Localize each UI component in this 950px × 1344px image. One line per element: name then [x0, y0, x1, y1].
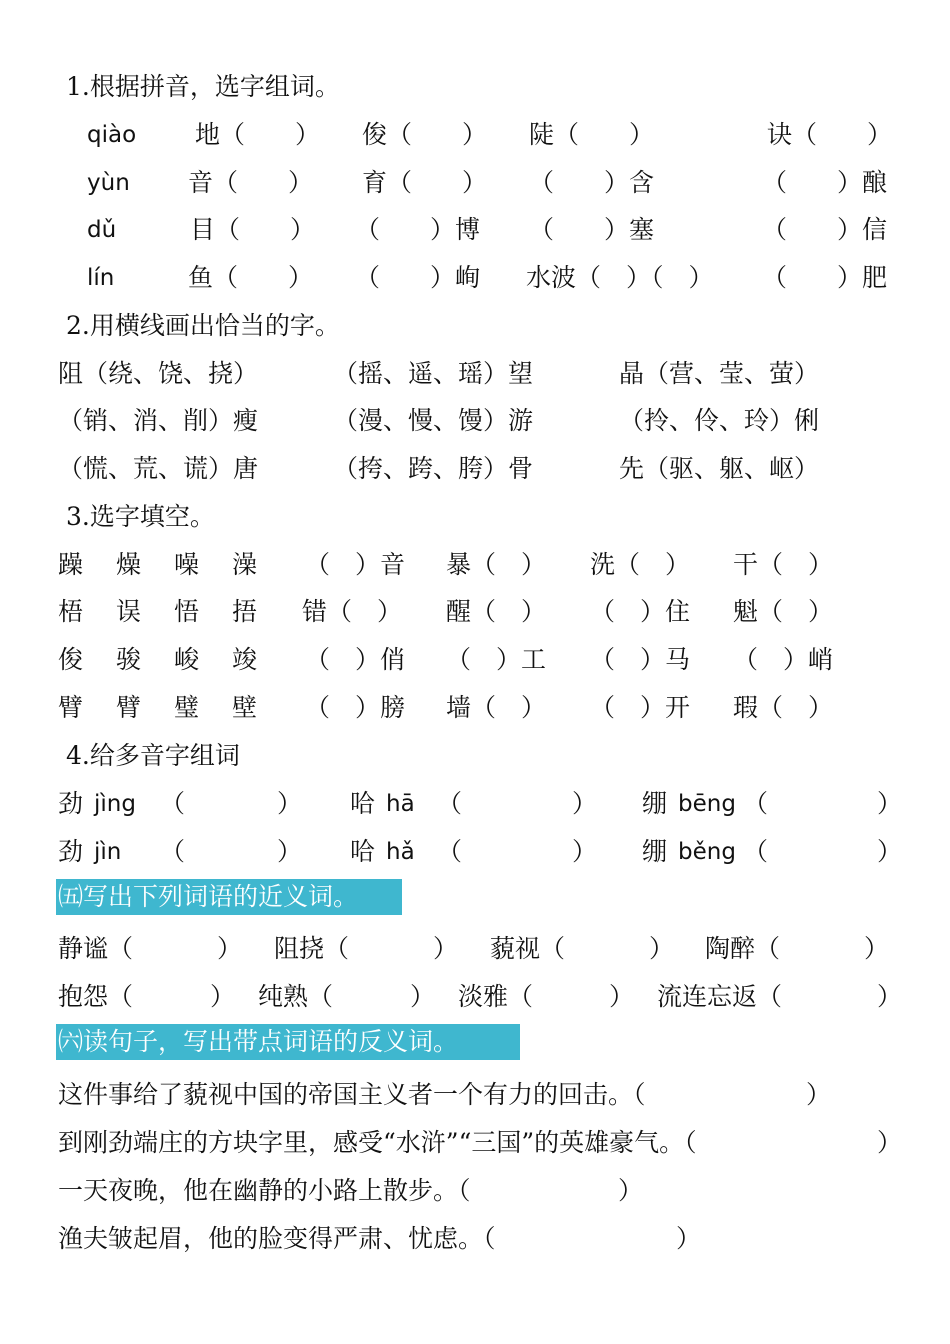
fill-blank[interactable]: （ ）峭: [733, 645, 834, 674]
fill-blank[interactable]: （ ）信: [762, 215, 888, 244]
fill-blank[interactable]: （ ）博: [355, 215, 481, 244]
pinyin-label: qiào: [87, 122, 137, 148]
fill-blank[interactable]: 诀（ ）: [767, 120, 893, 149]
pinyin-label: yùn: [87, 170, 130, 196]
option-char: 误: [116, 597, 142, 626]
fill-blank[interactable]: 错（ ）: [302, 597, 403, 626]
blank-open[interactable]: （: [437, 789, 463, 818]
fill-blank[interactable]: （ ）开: [590, 693, 691, 722]
blank-close: ）: [277, 837, 303, 866]
polyphone-char: 劲: [58, 837, 84, 866]
choice-group[interactable]: 阻（绕、饶、挠）: [58, 359, 259, 388]
fill-blank[interactable]: 地（ ）: [195, 120, 321, 149]
fill-blank[interactable]: 鱼（ ）: [188, 263, 314, 292]
option-char: 臂: [116, 693, 142, 722]
fill-blank[interactable]: （ ）膀: [305, 693, 406, 722]
pinyin-label: dǔ: [87, 217, 117, 243]
fill-blank[interactable]: 干（ ）: [733, 550, 834, 579]
choice-group[interactable]: 晶（营、莹、萤）: [619, 359, 820, 388]
blank-close[interactable]: ）: [609, 982, 635, 1011]
polyphone-pinyin: běng: [678, 839, 736, 865]
choice-group[interactable]: 先（驱、躯、岖）: [619, 454, 820, 483]
choice-group[interactable]: （销、消、削）瘦: [58, 406, 259, 435]
blank-close[interactable]: ）: [618, 1176, 644, 1205]
fill-blank[interactable]: （ ）马: [590, 645, 691, 674]
blank-open[interactable]: （: [160, 837, 186, 866]
choice-group[interactable]: （漫、慢、馒）游: [333, 406, 534, 435]
polyphone-char: 哈: [350, 789, 376, 818]
fill-blank[interactable]: （ ）俏: [305, 645, 406, 674]
polyphone-char: 劲: [58, 789, 84, 818]
fill-blank[interactable]: 墙（ ）: [446, 693, 547, 722]
blank-open[interactable]: （: [743, 789, 769, 818]
polyphone-pinyin: jìng: [94, 791, 136, 817]
blank-close[interactable]: ）: [217, 934, 243, 963]
section-1-title: 1.根据拼音，选字组词。: [66, 72, 340, 101]
option-char: 臂: [58, 693, 84, 722]
synonym-word: 陶醉（: [705, 934, 781, 963]
blank-close[interactable]: ）: [877, 982, 903, 1011]
fill-blank[interactable]: （ ）工: [446, 645, 547, 674]
option-char: 竣: [232, 645, 258, 674]
fill-blank[interactable]: 水波（ ）（ ）: [526, 263, 714, 292]
blank-close: ）: [277, 789, 303, 818]
pinyin-label: lín: [87, 265, 115, 291]
polyphone-pinyin: bēng: [678, 791, 736, 817]
option-char: 捂: [232, 597, 258, 626]
blank-open[interactable]: （: [743, 837, 769, 866]
polyphone-pinyin: hǎ: [386, 839, 415, 865]
option-char: 骏: [116, 645, 142, 674]
blank-close: ）: [572, 837, 598, 866]
fill-blank[interactable]: （ ）塞: [529, 215, 655, 244]
blank-close: ）: [877, 837, 903, 866]
fill-blank[interactable]: 瑕（ ）: [733, 693, 834, 722]
synonym-word: 静谧（: [58, 934, 134, 963]
fill-blank[interactable]: 魁（ ）: [733, 597, 834, 626]
fill-blank[interactable]: （ ）住: [590, 597, 691, 626]
option-char: 璧: [174, 693, 200, 722]
fill-blank[interactable]: （ ）含: [529, 168, 655, 197]
blank-close[interactable]: ）: [877, 1128, 903, 1157]
option-char: 燥: [116, 550, 142, 579]
sentence-text: 渔夫皱起眉，他的脸变得严肃、忧虑。（: [58, 1224, 496, 1253]
choice-group[interactable]: （挎、跨、胯）骨: [333, 454, 534, 483]
option-char: 噪: [174, 550, 200, 579]
synonym-word: 藐视（: [490, 934, 566, 963]
option-char: 躁: [58, 550, 84, 579]
blank-open[interactable]: （: [160, 789, 186, 818]
sentence-text: 到刚劲端庄的方块字里，感受“水浒”“三国”的英雄豪气。（: [58, 1128, 697, 1157]
option-char: 俊: [58, 645, 84, 674]
option-char: 峻: [174, 645, 200, 674]
blank-close[interactable]: ）: [676, 1224, 702, 1253]
synonym-word: 流连忘返（: [657, 982, 783, 1011]
fill-blank[interactable]: 醒（ ）: [446, 597, 547, 626]
section-6-title: ㈥读句子，写出带点词语的反义词。: [56, 1024, 520, 1060]
polyphone-char: 绷: [642, 789, 668, 818]
blank-close[interactable]: ）: [864, 934, 890, 963]
polyphone-pinyin: jìn: [94, 839, 122, 865]
choice-group[interactable]: （摇、遥、瑶）望: [333, 359, 534, 388]
fill-blank[interactable]: 音（ ）: [188, 168, 314, 197]
fill-blank[interactable]: （ ）音: [305, 550, 406, 579]
polyphone-pinyin: hā: [386, 791, 415, 817]
blank-close[interactable]: ）: [410, 982, 436, 1011]
option-char: 梧: [58, 597, 84, 626]
fill-blank[interactable]: （ ）酿: [762, 168, 888, 197]
fill-blank[interactable]: 暴（ ）: [446, 550, 547, 579]
sentence-text: 这件事给了藐视中国的帝国主义者一个有力的回击。（: [58, 1080, 646, 1109]
blank-close[interactable]: ）: [649, 934, 675, 963]
blank-close[interactable]: ）: [433, 934, 459, 963]
fill-blank[interactable]: 目（ ）: [190, 215, 316, 244]
synonym-word: 淡雅（: [458, 982, 534, 1011]
section-3-title: 3.选字填空。: [66, 502, 215, 531]
fill-blank[interactable]: 洗（ ）: [590, 550, 691, 579]
blank-close: ）: [572, 789, 598, 818]
option-char: 澡: [232, 550, 258, 579]
sentence-text: 一天夜晚，他在幽静的小路上散步。（: [58, 1176, 471, 1205]
section-5-title: ㈤写出下列词语的近义词。: [56, 879, 402, 915]
fill-blank[interactable]: 俊（ ）: [362, 120, 488, 149]
synonym-word: 纯熟（: [258, 982, 334, 1011]
option-char: 壁: [232, 693, 258, 722]
blank-close[interactable]: ）: [806, 1080, 832, 1109]
fill-blank[interactable]: 陡（ ）: [529, 120, 655, 149]
section-2-title: 2.用横线画出恰当的字。: [66, 311, 340, 340]
blank-close[interactable]: ）: [210, 982, 236, 1011]
fill-blank[interactable]: （ ）肥: [762, 263, 888, 292]
blank-open[interactable]: （: [437, 837, 463, 866]
synonym-word: 抱怨（: [58, 982, 134, 1011]
blank-close: ）: [877, 789, 903, 818]
choice-group[interactable]: （拎、伶、玲）俐: [619, 406, 820, 435]
fill-blank[interactable]: （ ）峋: [355, 263, 481, 292]
choice-group[interactable]: （慌、荒、谎）唐: [58, 454, 259, 483]
fill-blank[interactable]: 育（ ）: [362, 168, 488, 197]
option-char: 悟: [174, 597, 200, 626]
polyphone-char: 绷: [642, 837, 668, 866]
synonym-word: 阻挠（: [274, 934, 350, 963]
section-4-title: 4.给多音字组词: [66, 741, 240, 770]
polyphone-char: 哈: [350, 837, 376, 866]
